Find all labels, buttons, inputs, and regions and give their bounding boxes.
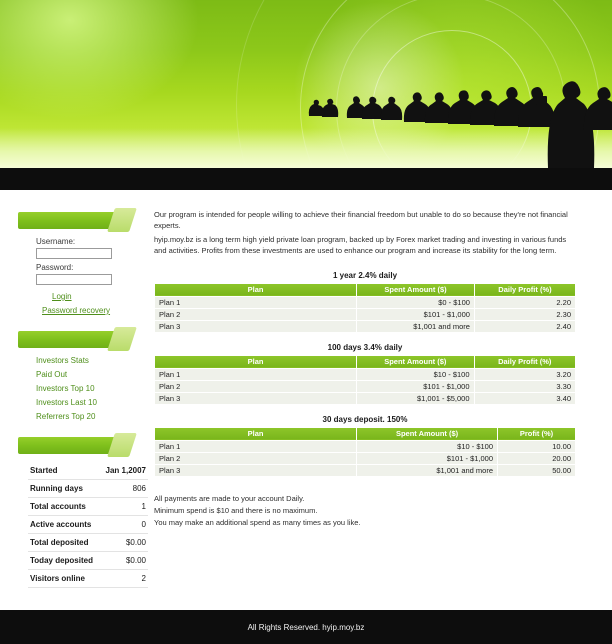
panel-header-tab-decoration bbox=[107, 208, 137, 232]
stat-row bbox=[28, 516, 148, 534]
cell-profit: 10.00 bbox=[498, 440, 576, 452]
table-row bbox=[155, 392, 576, 404]
stat-value: 0 bbox=[141, 520, 146, 529]
footer-text: All Rights Reserved. hyip.moy.bz bbox=[247, 622, 365, 632]
top-nav-bar[interactable] bbox=[0, 168, 612, 190]
table-row bbox=[155, 296, 576, 308]
table-row bbox=[155, 464, 576, 476]
site-stats-list bbox=[18, 462, 148, 588]
stat-label: Active accounts bbox=[30, 520, 92, 529]
stat-row bbox=[28, 534, 148, 552]
intro-paragraph-1: Our program is intended for people willing to achieve their financial freedom but unable to do so because they're not financial experts. bbox=[154, 210, 568, 230]
username-input[interactable] bbox=[36, 248, 112, 259]
plan-table-title: 100 days 3.4% daily bbox=[327, 342, 403, 352]
stat-value: 806 bbox=[132, 484, 146, 493]
cell-profit: 3.20 bbox=[474, 368, 575, 380]
cell-profit: 3.30 bbox=[474, 380, 575, 392]
stat-label: Visitors online bbox=[30, 574, 85, 583]
table-header-row bbox=[155, 283, 576, 296]
password-input[interactable] bbox=[36, 274, 112, 285]
plan-table-30-days bbox=[154, 427, 576, 477]
content-area bbox=[0, 190, 612, 588]
cell-profit: 2.30 bbox=[474, 308, 575, 320]
cell-amount: $0 - $100 bbox=[357, 296, 475, 308]
password-label: Password: bbox=[36, 263, 74, 272]
stat-row bbox=[28, 498, 148, 516]
sidebar-item-paid-out[interactable]: Paid Out bbox=[36, 370, 68, 379]
stat-value: Jan 1,2007 bbox=[105, 466, 146, 475]
stats-panel-header bbox=[18, 437, 128, 454]
header-banner bbox=[0, 0, 612, 168]
stat-row bbox=[28, 570, 148, 588]
column-header-plan: Plan bbox=[155, 355, 357, 368]
column-header-spent-amount: Spent Amount ($) bbox=[357, 283, 475, 296]
login-links bbox=[18, 292, 150, 315]
cell-plan: Plan 2 bbox=[155, 452, 357, 464]
cell-plan: Plan 1 bbox=[155, 440, 357, 452]
cell-plan: Plan 3 bbox=[155, 392, 357, 404]
note-line-2: Minimum spend is $10 and there is no maximum. bbox=[154, 505, 318, 515]
sidebar-item-investors-stats[interactable]: Investors Stats bbox=[36, 356, 89, 365]
plan-table-title: 30 days deposit. 150% bbox=[322, 414, 408, 424]
note-line-1: All payments are made to your account Daily. bbox=[154, 493, 305, 503]
login-button[interactable]: Login bbox=[52, 292, 72, 301]
stat-value: 1 bbox=[141, 502, 146, 511]
sidebar-item-investors-last-10[interactable]: Investors Last 10 bbox=[36, 398, 97, 407]
stat-row bbox=[28, 552, 148, 570]
sidebar-nav-list bbox=[18, 356, 150, 421]
stat-label: Total deposited bbox=[30, 538, 89, 547]
table-row bbox=[155, 380, 576, 392]
sidebar bbox=[0, 190, 150, 588]
plan-table-1-year bbox=[154, 283, 576, 333]
panel-header-tab-decoration bbox=[107, 433, 137, 457]
stat-value: $0.00 bbox=[125, 538, 146, 547]
sidebar-item-referrers-top-20[interactable]: Referrers Top 20 bbox=[36, 412, 96, 421]
main-column bbox=[150, 190, 590, 529]
table-row bbox=[155, 452, 576, 464]
column-header-spent-amount: Spent Amount ($) bbox=[357, 427, 498, 440]
login-panel-header bbox=[18, 212, 128, 229]
cell-amount: $10 - $100 bbox=[357, 440, 498, 452]
plan-table-title: 1 year 2.4% daily bbox=[332, 270, 398, 280]
intro-paragraph-2: hyip.moy.bz is a long term high yield private loan program, backed up by Forex market trading and investing in various funds and activities. Profits from these investments are used to enhance our program and increase its stability for the long term. bbox=[154, 234, 567, 255]
business-people-silhouette-icon bbox=[0, 0, 612, 168]
cell-amount: $1,001 and more bbox=[357, 320, 475, 332]
column-header-plan: Plan bbox=[155, 283, 357, 296]
login-form bbox=[18, 237, 150, 285]
stat-value: 2 bbox=[141, 574, 146, 583]
column-header-plan: Plan bbox=[155, 427, 357, 440]
plan-table-100-days bbox=[154, 355, 576, 405]
stat-label: Started bbox=[30, 466, 58, 475]
cell-plan: Plan 1 bbox=[155, 296, 357, 308]
username-label: Username: bbox=[36, 237, 76, 246]
cell-amount: $101 - $1,000 bbox=[357, 452, 498, 464]
footer bbox=[0, 610, 612, 644]
cell-amount: $101 - $1,000 bbox=[357, 308, 475, 320]
password-recovery-link[interactable]: Password recovery bbox=[42, 306, 111, 315]
table-row bbox=[155, 368, 576, 380]
column-header-profit: Profit (%) bbox=[498, 427, 576, 440]
stat-label: Total accounts bbox=[30, 502, 86, 511]
table-row bbox=[155, 308, 576, 320]
cell-amount: $1,001 and more bbox=[357, 464, 498, 476]
sidebar-item-investors-top-10[interactable]: Investors Top 10 bbox=[36, 384, 95, 393]
stat-label: Today deposited bbox=[30, 556, 93, 565]
nav-panel-header bbox=[18, 331, 128, 348]
cell-plan: Plan 3 bbox=[155, 464, 357, 476]
column-header-profit: Daily Profit (%) bbox=[474, 355, 575, 368]
payment-notes bbox=[154, 493, 576, 529]
stat-row bbox=[28, 480, 148, 498]
cell-plan: Plan 3 bbox=[155, 320, 357, 332]
cell-amount: $10 - $100 bbox=[357, 368, 474, 380]
cell-profit: 2.20 bbox=[474, 296, 575, 308]
stat-row bbox=[28, 462, 148, 480]
cell-profit: 50.00 bbox=[498, 464, 576, 476]
panel-header-tab-decoration bbox=[107, 327, 137, 351]
column-header-spent-amount: Spent Amount ($) bbox=[357, 355, 474, 368]
cell-plan: Plan 2 bbox=[155, 380, 357, 392]
cell-profit: 3.40 bbox=[474, 392, 575, 404]
cell-profit: 2.40 bbox=[474, 320, 575, 332]
table-row bbox=[155, 440, 576, 452]
cell-plan: Plan 2 bbox=[155, 308, 357, 320]
cell-profit: 20.00 bbox=[498, 452, 576, 464]
table-header-row bbox=[155, 427, 576, 440]
intro-text bbox=[154, 210, 576, 257]
table-header-row bbox=[155, 355, 576, 368]
cell-amount: $1,001 - $5,000 bbox=[357, 392, 474, 404]
stat-label: Running days bbox=[30, 484, 83, 493]
stat-value: $0.00 bbox=[125, 556, 146, 565]
column-header-profit: Daily Profit (%) bbox=[474, 283, 575, 296]
table-row bbox=[155, 320, 576, 332]
cell-plan: Plan 1 bbox=[155, 368, 357, 380]
cell-amount: $101 - $1,000 bbox=[357, 380, 474, 392]
note-line-3: You may make an additional spend as many times as you like. bbox=[154, 518, 361, 527]
